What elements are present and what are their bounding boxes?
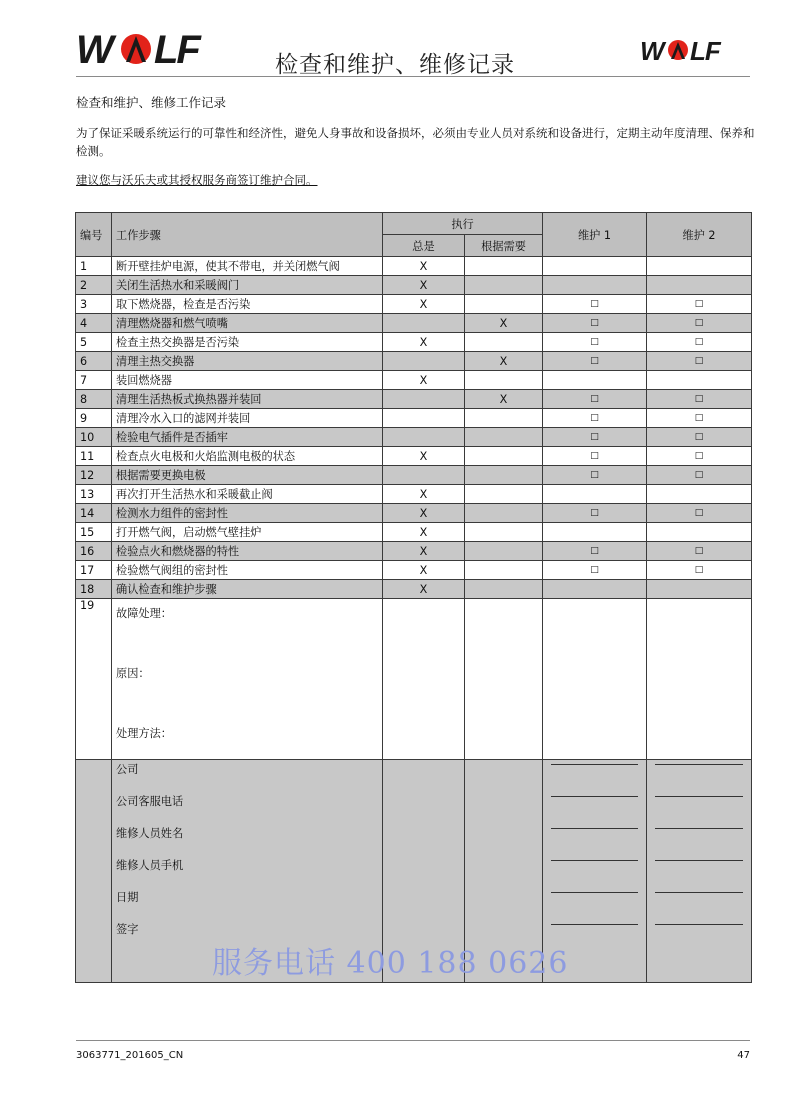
row-always-mark: X xyxy=(383,295,465,314)
row-maintenance-2-checkbox[interactable]: □ xyxy=(647,352,752,371)
row-maintenance-2-checkbox[interactable]: □ xyxy=(647,333,752,352)
row-maintenance-1-checkbox xyxy=(543,276,647,295)
fault-m1-cell xyxy=(543,599,647,760)
sign-label-company: 公司 xyxy=(116,763,139,776)
row-step: 取下燃烧器，检查是否污染 xyxy=(112,295,383,314)
row-always-mark: X xyxy=(383,580,465,599)
row-as-needed-mark xyxy=(465,409,543,428)
row-as-needed-mark xyxy=(465,371,543,390)
row-as-needed-mark xyxy=(465,504,543,523)
row-as-needed-mark: X xyxy=(465,352,543,371)
col-header-step: 工作步骤 xyxy=(112,213,383,257)
row-as-needed-mark: X xyxy=(465,314,543,333)
contract-note: 建议您与沃乐夫或其授权服务商签订维护合同。 xyxy=(76,173,318,187)
row-maintenance-1-checkbox xyxy=(543,580,647,599)
row-always-mark: X xyxy=(383,542,465,561)
svg-text:W: W xyxy=(76,30,112,66)
row-maintenance-1-checkbox[interactable]: □ xyxy=(543,466,647,485)
row-maintenance-1-checkbox xyxy=(543,257,647,276)
row-step: 打开燃气阀，启动燃气壁挂炉 xyxy=(112,523,383,542)
row-as-needed-mark xyxy=(465,580,543,599)
sign-label-signature: 签字 xyxy=(116,923,139,936)
table-row xyxy=(76,371,752,390)
page-number: 47 xyxy=(737,1050,750,1061)
row-maintenance-1-checkbox[interactable]: □ xyxy=(543,409,647,428)
row-as-needed-mark xyxy=(465,333,543,352)
fault-m2-cell xyxy=(647,599,752,760)
sign-label-technician-name: 维修人员姓名 xyxy=(116,827,184,840)
row-as-needed-mark xyxy=(465,276,543,295)
row-step: 根据需要更换电极 xyxy=(112,466,383,485)
row-always-mark: X xyxy=(383,333,465,352)
row-always-mark: X xyxy=(383,523,465,542)
row-always-mark: X xyxy=(383,447,465,466)
row-as-needed-mark xyxy=(465,466,543,485)
row-step: 清理冷水入口的滤网并装回 xyxy=(112,409,383,428)
sign-label-company-phone: 公司客服电话 xyxy=(116,795,184,808)
row-step: 装回燃烧器 xyxy=(112,371,383,390)
table-row xyxy=(76,390,752,409)
row-always-mark xyxy=(383,466,465,485)
document-code: 3063771_201605_CN xyxy=(76,1050,184,1061)
row-as-needed-mark xyxy=(465,447,543,466)
fault-handling-label: 故障处理： xyxy=(116,607,172,620)
row-number: 9 xyxy=(76,409,112,428)
row-maintenance-1-checkbox[interactable]: □ xyxy=(543,352,647,371)
table-row xyxy=(76,542,752,561)
row-as-needed-mark xyxy=(465,295,543,314)
row-maintenance-1-checkbox[interactable]: □ xyxy=(543,295,647,314)
row-step: 清理生活热板式换热器并装回 xyxy=(112,390,383,409)
fault-row-number: 19 xyxy=(76,599,112,760)
row-always-mark: X xyxy=(383,485,465,504)
table-row xyxy=(76,276,752,295)
row-step: 检验电气插件是否插牢 xyxy=(112,428,383,447)
m1-line-date[interactable] xyxy=(547,888,642,920)
row-maintenance-2-checkbox[interactable]: □ xyxy=(647,561,752,580)
m2-line-company[interactable] xyxy=(651,760,747,792)
table-row xyxy=(76,447,752,466)
row-maintenance-2-checkbox[interactable]: □ xyxy=(647,542,752,561)
row-maintenance-1-checkbox[interactable]: □ xyxy=(543,333,647,352)
row-number: 7 xyxy=(76,371,112,390)
row-maintenance-1-checkbox[interactable]: □ xyxy=(543,428,647,447)
row-number: 18 xyxy=(76,580,112,599)
row-maintenance-1-checkbox xyxy=(543,485,647,504)
row-as-needed-mark: X xyxy=(465,390,543,409)
m1-line-technician-name[interactable] xyxy=(547,824,642,856)
row-maintenance-2-checkbox[interactable]: □ xyxy=(647,504,752,523)
row-maintenance-2-checkbox[interactable]: □ xyxy=(647,409,752,428)
row-number: 8 xyxy=(76,390,112,409)
intro-paragraph: 为了保证采暖系统运行的可靠性和经济性，避免人身事故和设备损坏，必须由专业人员对系统和设备进行，定期主动年度清理、保养和检测。 xyxy=(76,126,755,158)
row-number: 15 xyxy=(76,523,112,542)
col-header-maintenance-2: 维护 2 xyxy=(647,213,752,257)
row-as-needed-mark xyxy=(465,542,543,561)
wolf-logo-right xyxy=(640,38,724,66)
svg-text:LF: LF xyxy=(690,38,720,62)
row-maintenance-2-checkbox xyxy=(647,276,752,295)
row-maintenance-2-checkbox[interactable]: □ xyxy=(647,295,752,314)
col-header-maintenance-1: 维护 1 xyxy=(543,213,647,257)
fault-row-notes xyxy=(112,599,383,760)
table-body xyxy=(76,257,752,983)
wolf-logo-right-graphic xyxy=(640,38,724,62)
row-always-mark xyxy=(383,409,465,428)
row-number: 3 xyxy=(76,295,112,314)
col-header-always: 总是 xyxy=(383,235,465,257)
table-row xyxy=(76,314,752,333)
row-step: 检验燃气阀组的密封性 xyxy=(112,561,383,580)
row-maintenance-2-checkbox[interactable]: □ xyxy=(647,447,752,466)
row-maintenance-2-checkbox xyxy=(647,580,752,599)
maintenance-log-table xyxy=(75,212,752,983)
row-maintenance-2-checkbox xyxy=(647,523,752,542)
fault-always-cell xyxy=(383,599,465,760)
row-maintenance-1-checkbox xyxy=(543,371,647,390)
table-row xyxy=(76,295,752,314)
row-step: 清理燃烧器和燃气喷嘴 xyxy=(112,314,383,333)
row-step: 检测水力组件的密封性 xyxy=(112,504,383,523)
fault-row xyxy=(76,599,752,760)
section-heading: 检查和维护、维修工作记录 xyxy=(76,95,227,110)
row-as-needed-mark xyxy=(465,523,543,542)
row-number: 6 xyxy=(76,352,112,371)
row-maintenance-1-checkbox[interactable]: □ xyxy=(543,314,647,333)
row-maintenance-2-checkbox xyxy=(647,371,752,390)
row-maintenance-2-checkbox[interactable]: □ xyxy=(647,428,752,447)
fault-cause-label: 原因： xyxy=(116,667,150,680)
table-row xyxy=(76,333,752,352)
table-row xyxy=(76,352,752,371)
col-header-as-needed: 根据需要 xyxy=(465,235,543,257)
row-number: 13 xyxy=(76,485,112,504)
row-step: 断开壁挂炉电源，使其不带电，并关闭燃气阀 xyxy=(112,257,383,276)
table-row xyxy=(76,580,752,599)
row-as-needed-mark xyxy=(465,485,543,504)
m1-line-technician-mobile[interactable] xyxy=(547,856,642,888)
page-title: 检查和维护、维修记录 xyxy=(275,52,515,78)
row-always-mark xyxy=(383,428,465,447)
signature-number-cell xyxy=(76,760,112,983)
row-as-needed-mark xyxy=(465,428,543,447)
service-phone-watermark: 服务电话 400 188 0626 xyxy=(212,946,569,981)
row-number: 2 xyxy=(76,276,112,295)
table-row xyxy=(76,485,752,504)
maintenance-2-signature-lines xyxy=(647,760,752,983)
row-number: 17 xyxy=(76,561,112,580)
row-step: 清理主热交换器 xyxy=(112,352,383,371)
row-number: 14 xyxy=(76,504,112,523)
row-number: 12 xyxy=(76,466,112,485)
col-header-execute: 执行 xyxy=(383,213,543,235)
m2-line-technician-mobile[interactable] xyxy=(651,856,747,888)
row-step: 检验点火和燃烧器的特性 xyxy=(112,542,383,561)
row-maintenance-1-checkbox[interactable]: □ xyxy=(543,447,647,466)
m2-line-date[interactable] xyxy=(651,888,747,920)
m2-line-company-phone[interactable] xyxy=(651,792,747,824)
row-number: 10 xyxy=(76,428,112,447)
row-maintenance-1-checkbox[interactable]: □ xyxy=(543,390,647,409)
row-always-mark: X xyxy=(383,504,465,523)
row-step: 检查主热交换器是否污染 xyxy=(112,333,383,352)
svg-text:W: W xyxy=(640,38,664,62)
m1-line-company-phone[interactable] xyxy=(547,792,642,824)
footer-divider xyxy=(76,1040,750,1041)
row-as-needed-mark xyxy=(465,257,543,276)
row-maintenance-2-checkbox[interactable]: □ xyxy=(647,390,752,409)
row-step: 再次打开生活热水和采暖截止阀 xyxy=(112,485,383,504)
header-divider xyxy=(76,76,750,77)
row-number: 11 xyxy=(76,447,112,466)
fault-needed-cell xyxy=(465,599,543,760)
row-always-mark: X xyxy=(383,371,465,390)
table-row xyxy=(76,257,752,276)
row-maintenance-1-checkbox[interactable]: □ xyxy=(543,542,647,561)
row-number: 4 xyxy=(76,314,112,333)
table-row xyxy=(76,466,752,485)
row-number: 16 xyxy=(76,542,112,561)
row-step: 检查点火电极和火焰监测电极的状态 xyxy=(112,447,383,466)
row-always-mark xyxy=(383,352,465,371)
m1-line-company[interactable] xyxy=(547,760,642,792)
row-always-mark xyxy=(383,314,465,333)
m2-line-signature[interactable] xyxy=(651,920,747,952)
table-row xyxy=(76,409,752,428)
sign-label-technician-mobile: 维修人员手机 xyxy=(116,859,184,872)
row-always-mark xyxy=(383,390,465,409)
row-maintenance-1-checkbox[interactable]: □ xyxy=(543,561,647,580)
fault-method-label: 处理方法： xyxy=(116,727,172,740)
row-maintenance-1-checkbox[interactable]: □ xyxy=(543,504,647,523)
row-always-mark: X xyxy=(383,276,465,295)
sign-label-date: 日期 xyxy=(116,891,139,904)
row-number: 5 xyxy=(76,333,112,352)
row-maintenance-2-checkbox[interactable]: □ xyxy=(647,314,752,333)
row-maintenance-2-checkbox[interactable]: □ xyxy=(647,466,752,485)
table-row xyxy=(76,504,752,523)
svg-text:LF: LF xyxy=(154,30,199,66)
row-maintenance-2-checkbox xyxy=(647,485,752,504)
row-always-mark: X xyxy=(383,257,465,276)
row-maintenance-1-checkbox xyxy=(543,523,647,542)
row-number: 1 xyxy=(76,257,112,276)
row-always-mark: X xyxy=(383,561,465,580)
m2-line-technician-name[interactable] xyxy=(651,824,747,856)
row-as-needed-mark xyxy=(465,561,543,580)
row-maintenance-2-checkbox xyxy=(647,257,752,276)
row-step: 关闭生活热水和采暖阀门 xyxy=(112,276,383,295)
table-row xyxy=(76,561,752,580)
col-header-number: 编号 xyxy=(76,213,112,257)
table-row xyxy=(76,523,752,542)
table-row xyxy=(76,428,752,447)
row-step: 确认检查和维护步骤 xyxy=(112,580,383,599)
